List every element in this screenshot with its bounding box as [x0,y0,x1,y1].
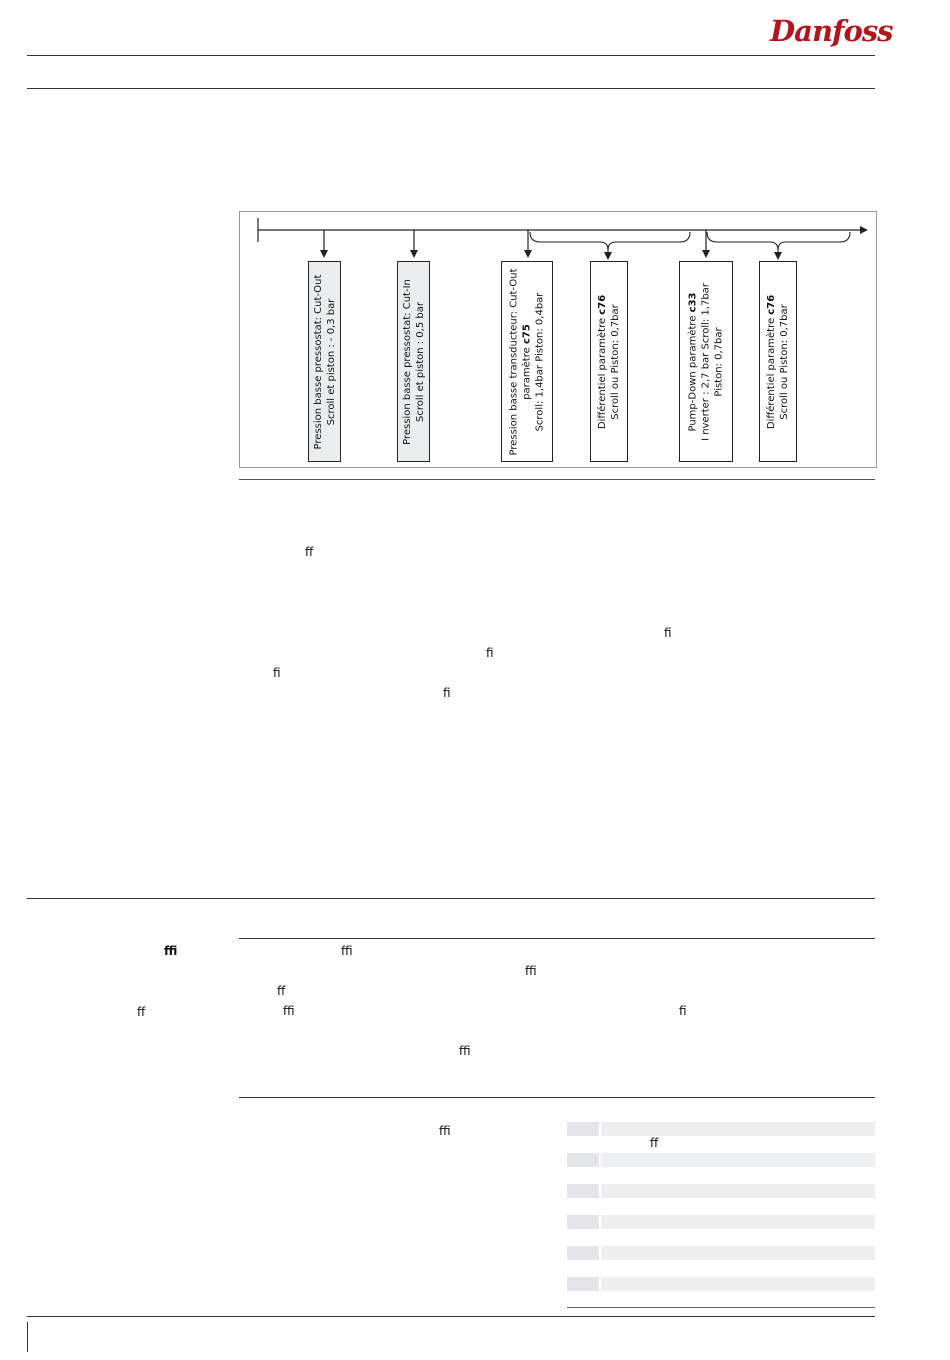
section-rule-2 [239,938,875,939]
table-bottom-rule [567,1307,875,1308]
box-differential-c76-a [590,261,628,462]
box-pumpdown-prefix: Pump-Down paramètre [687,311,699,432]
box-lp-cutout-line1: Pression basse pressostat: Cut-Out [312,274,324,449]
box-differential-c76-b [759,261,797,462]
sidebar-ligature-ffi: ﬃ [164,944,178,958]
box-lp-cutin-line1: Pression basse pressostat: Cut-In [401,278,413,445]
box-diff-b-prefix: Différentiel paramètre [766,314,777,429]
box-pumpdown-line3: Piston: 0,7bar [713,326,725,397]
table-row [567,1277,875,1291]
box-diff-a-prefix: Différentiel paramètre [597,314,608,429]
ligature-ffi-5: ﬃ [439,1124,451,1138]
header-rule-top [27,55,875,56]
footer-rule [27,1316,875,1317]
box-lp-cutin-line2: Scroll et piston : 0,5 bar [414,301,426,422]
box-pumpdown-line2: I nverter : 2,7 bar Scroll: 1,7bar [700,282,712,441]
ligature-ff-1: ﬀ [305,545,314,559]
box-transducer-line2-prefix: paramètre [521,343,533,400]
header-rule-bottom [27,88,875,89]
ligature-fi-3: ﬁ [273,666,281,680]
danfoss-logo: Danfoss [770,14,893,48]
ligature-fi-1: ﬁ [664,626,672,640]
section-rule-3 [239,1097,875,1098]
ligature-fi-4: ﬁ [443,686,451,700]
table-row [567,1184,875,1198]
box-diff-a-line2: Scroll ou Piston: 0,7bar [610,303,621,420]
ligature-ffi-3: ﬃ [283,1004,295,1018]
table-row [567,1122,875,1136]
diagram-caption-rule [239,479,875,480]
param-c33: c33 [687,292,699,312]
ligature-ff-2: ﬀ [277,984,286,998]
ligature-ffi-1: ﬃ [341,944,353,958]
ligature-fi-2: ﬁ [486,646,494,660]
sidebar-ligature-ff: ﬀ [137,1005,146,1019]
ligature-ffi-4: ﬃ [459,1044,471,1058]
box-pump-down-c33 [679,261,733,462]
ligature-ffi-2: ﬃ [525,964,537,978]
box-lp-transducer-cutout [501,261,553,462]
ligature-fi-5: ﬁ [679,1004,687,1018]
table-row [567,1153,875,1167]
param-c75: c75 [521,323,533,344]
table-row [567,1215,875,1229]
box-transducer-line1: Pression basse transducteur: Cut-Out [508,267,520,456]
box-lp-switch-cutout [308,261,341,462]
param-c76-b: c76 [766,294,777,315]
box-transducer-line3: Scroll: 1,4bar Piston: 0,4bar [534,292,546,431]
param-c76-a: c76 [597,294,608,315]
section-rule-1 [27,898,875,899]
box-diff-b-line2: Scroll ou Piston: 0,7bar [779,303,790,420]
box-lp-cutout-line2: Scroll et piston : - 0,3 bar [325,298,337,425]
box-lp-switch-cutin [397,261,430,462]
table-row [567,1246,875,1260]
pressure-settings-diagram [239,211,877,468]
footer-margin-bar [27,1322,28,1352]
table-ligature-ff: ﬀ [650,1136,659,1150]
